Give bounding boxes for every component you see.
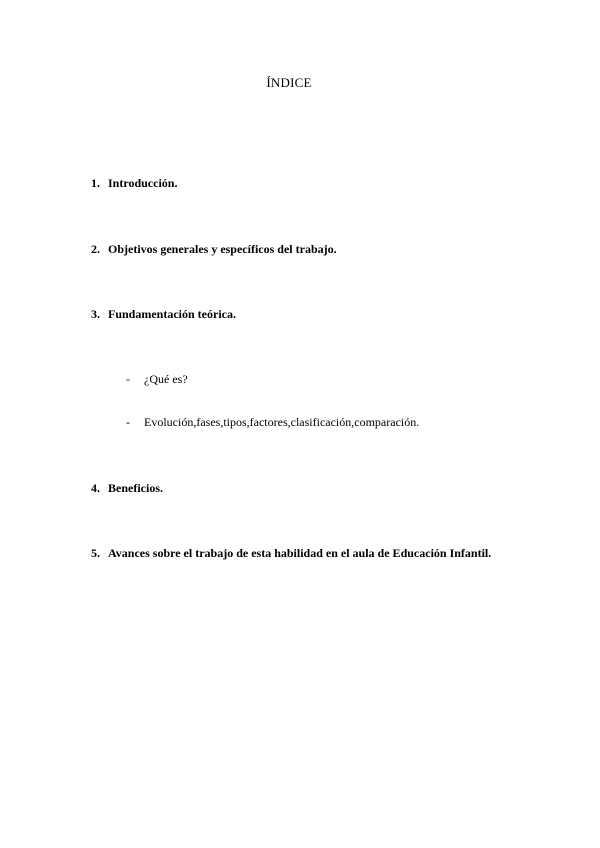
entry-number: 4. <box>91 481 100 495</box>
entry-number: 3. <box>91 307 100 321</box>
sub-item-bullet: - <box>126 372 130 386</box>
entry-text: Beneficios. <box>108 481 163 495</box>
entry-text: Introducción. <box>108 176 178 190</box>
entry-text: Avances sobre el trabajo de esta habilidad en el aula de Educación Infantil. <box>108 546 492 560</box>
page-title: ÍNDICE <box>266 75 312 90</box>
index-entry-introduccion <box>91 176 177 191</box>
sub-item-que-es <box>126 372 188 387</box>
sub-item-bullet: - <box>126 415 130 429</box>
index-entry-objetivos <box>91 242 337 257</box>
entry-number: 2. <box>91 242 100 256</box>
index-entry-beneficios <box>91 481 163 496</box>
entry-number: 5. <box>91 546 100 560</box>
entry-number: 1. <box>91 176 100 190</box>
entry-text: Objetivos generales y específicos del trabajo. <box>108 242 337 256</box>
sub-item-text: Evolución,fases,tipos,factores,clasificación,comparación. <box>144 415 420 429</box>
sub-item-text: ¿Qué es? <box>144 372 188 386</box>
entry-text: Fundamentación teórica. <box>108 307 236 321</box>
sub-item-evolucion <box>126 415 419 430</box>
index-entry-fundamentacion <box>91 307 236 322</box>
index-entry-avances <box>91 546 491 561</box>
